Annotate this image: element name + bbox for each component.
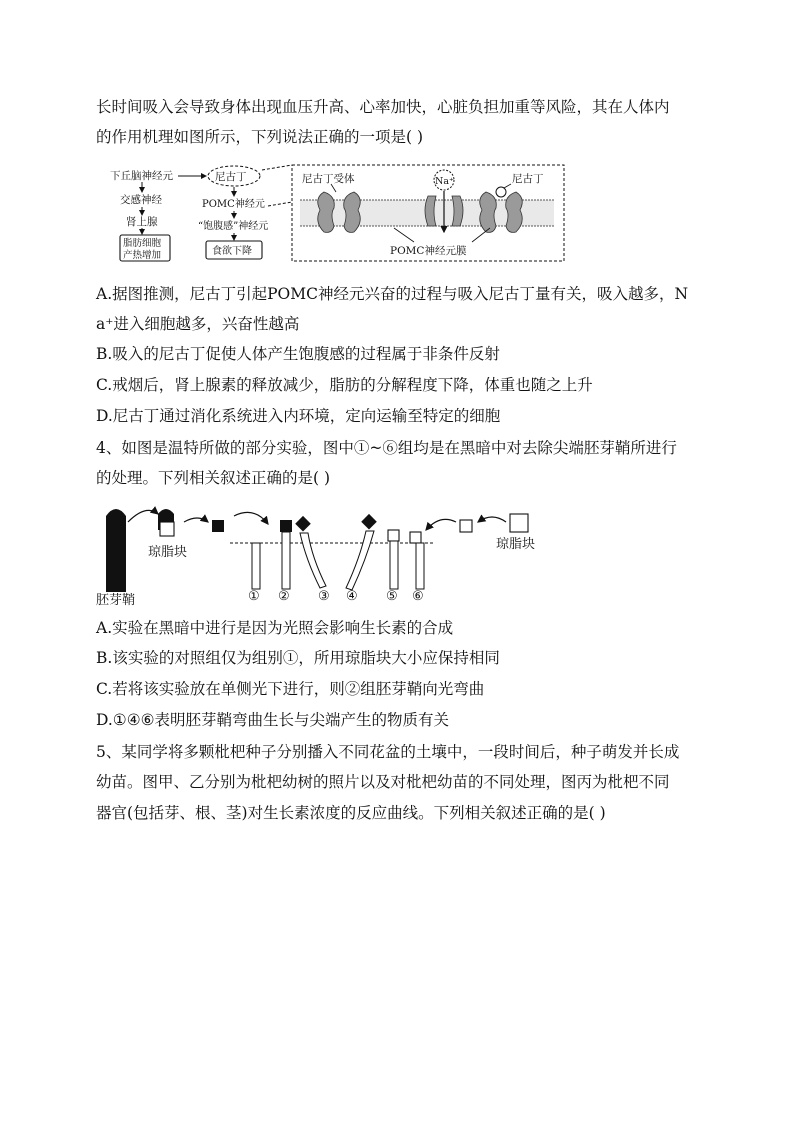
q4-option-c: C.若将该实验放在单侧光下进行，则②组胚芽鞘向光弯曲 [96, 680, 485, 698]
nicotine-right-label: 尼古丁 [512, 173, 544, 185]
group-2-label: ② [278, 589, 290, 604]
q5-stem-line2: 幼苗。图甲、乙分别为枇杷幼树的照片以及对枇杷幼苗的不同处理，图丙为枇杷不同 [96, 773, 670, 791]
treated-agar-block [212, 520, 224, 532]
na-ion-label: Na⁺ [435, 176, 454, 187]
q3-option-d: D.尼古丁通过消化系统进入内环境，定向运输至特定的细胞 [96, 407, 501, 425]
q4-option-b: B.该实验的对照组仅为组别①，所用琼脂块大小应保持相同 [96, 649, 500, 667]
group-5-label: ⑤ [386, 589, 398, 604]
q4-stem-line1: 4、如图是温特所做的部分实验，图中①~⑥组均是在黑暗中对去除尖端胚芽鞘所进行 [96, 439, 677, 457]
appetite-label: 食欲下降 [212, 246, 252, 257]
fat-cell-label-2: 产热增加 [123, 250, 162, 261]
agar-label-right: 琼脂块 [496, 537, 536, 552]
group-4-label: ④ [346, 589, 358, 604]
q4-option-d: D.①④⑥表明胚芽鞘弯曲生长与尖端产生的物质有关 [96, 711, 449, 729]
nicotine-label: 尼古丁 [215, 171, 247, 183]
agar-block-left [160, 522, 174, 536]
receptor-label: 尼古丁受体 [302, 173, 355, 185]
q3-mechanism-diagram [106, 162, 568, 264]
q3-option-a-line2: a⁺进入细胞越多，兴奋性越高 [96, 315, 300, 333]
q5-stem-line3: 器官(包括芽、根、茎)对生长素浓度的反应曲线。下列相关叙述正确的是( ) [96, 804, 606, 822]
agar-label-left: 琼脂块 [148, 545, 188, 560]
q4-went-experiment-diagram [94, 500, 550, 608]
adrenal-label: 肾上腺 [126, 216, 158, 228]
group-3-label: ③ [318, 589, 330, 604]
agar-block-right [510, 514, 528, 532]
group-6-label: ⑥ [412, 589, 424, 604]
q3-option-b: B.吸入的尼古丁促使人体产生饱腹感的过程属于非条件反射 [96, 345, 500, 363]
q3-option-a-line1: A.据图推测，尼古丁引起POMC神经元兴奋的过程与吸入尼古丁量有关，吸入越多，N [96, 285, 689, 303]
pomc-label: POMC神经元 [202, 199, 265, 210]
satiety-neuron-label: “饱腹感”神经元 [198, 221, 269, 232]
sympathetic-label: 交感神经 [120, 194, 162, 206]
group-1-label: ① [248, 589, 260, 604]
agar-block-small [460, 520, 472, 532]
q5-stem-line1: 5、某同学将多颗枇杷种子分别播入不同花盆的土壤中，一段时间后，种子萌发并长成 [96, 743, 680, 761]
fat-cell-label-1: 脂肪细胞 [123, 238, 162, 249]
membrane-label: POMC神经元膜 [390, 245, 467, 257]
q3-option-c: C.戒烟后，肾上腺素的释放减少，脂肪的分解程度下降，体重也随之上升 [96, 376, 593, 394]
q3-stem-line2: 的作用机理如图所示，下列说法正确的一项是( ) [96, 128, 424, 146]
hypothalamus-label: 下丘脑神经元 [110, 170, 173, 182]
q4-stem-line2: 的处理。下列相关叙述正确的是( ) [96, 469, 331, 487]
coleoptile-label: 胚芽鞘 [96, 593, 136, 608]
q4-option-a: A.实验在黑暗中进行是因为光照会影响生长素的合成 [96, 619, 454, 637]
q3-stem-line1: 长时间吸入会导致身体出现血压升高、心率加快，心脏负担加重等风险，其在人体内 [96, 98, 670, 116]
coleoptile-with-tip [106, 509, 126, 592]
